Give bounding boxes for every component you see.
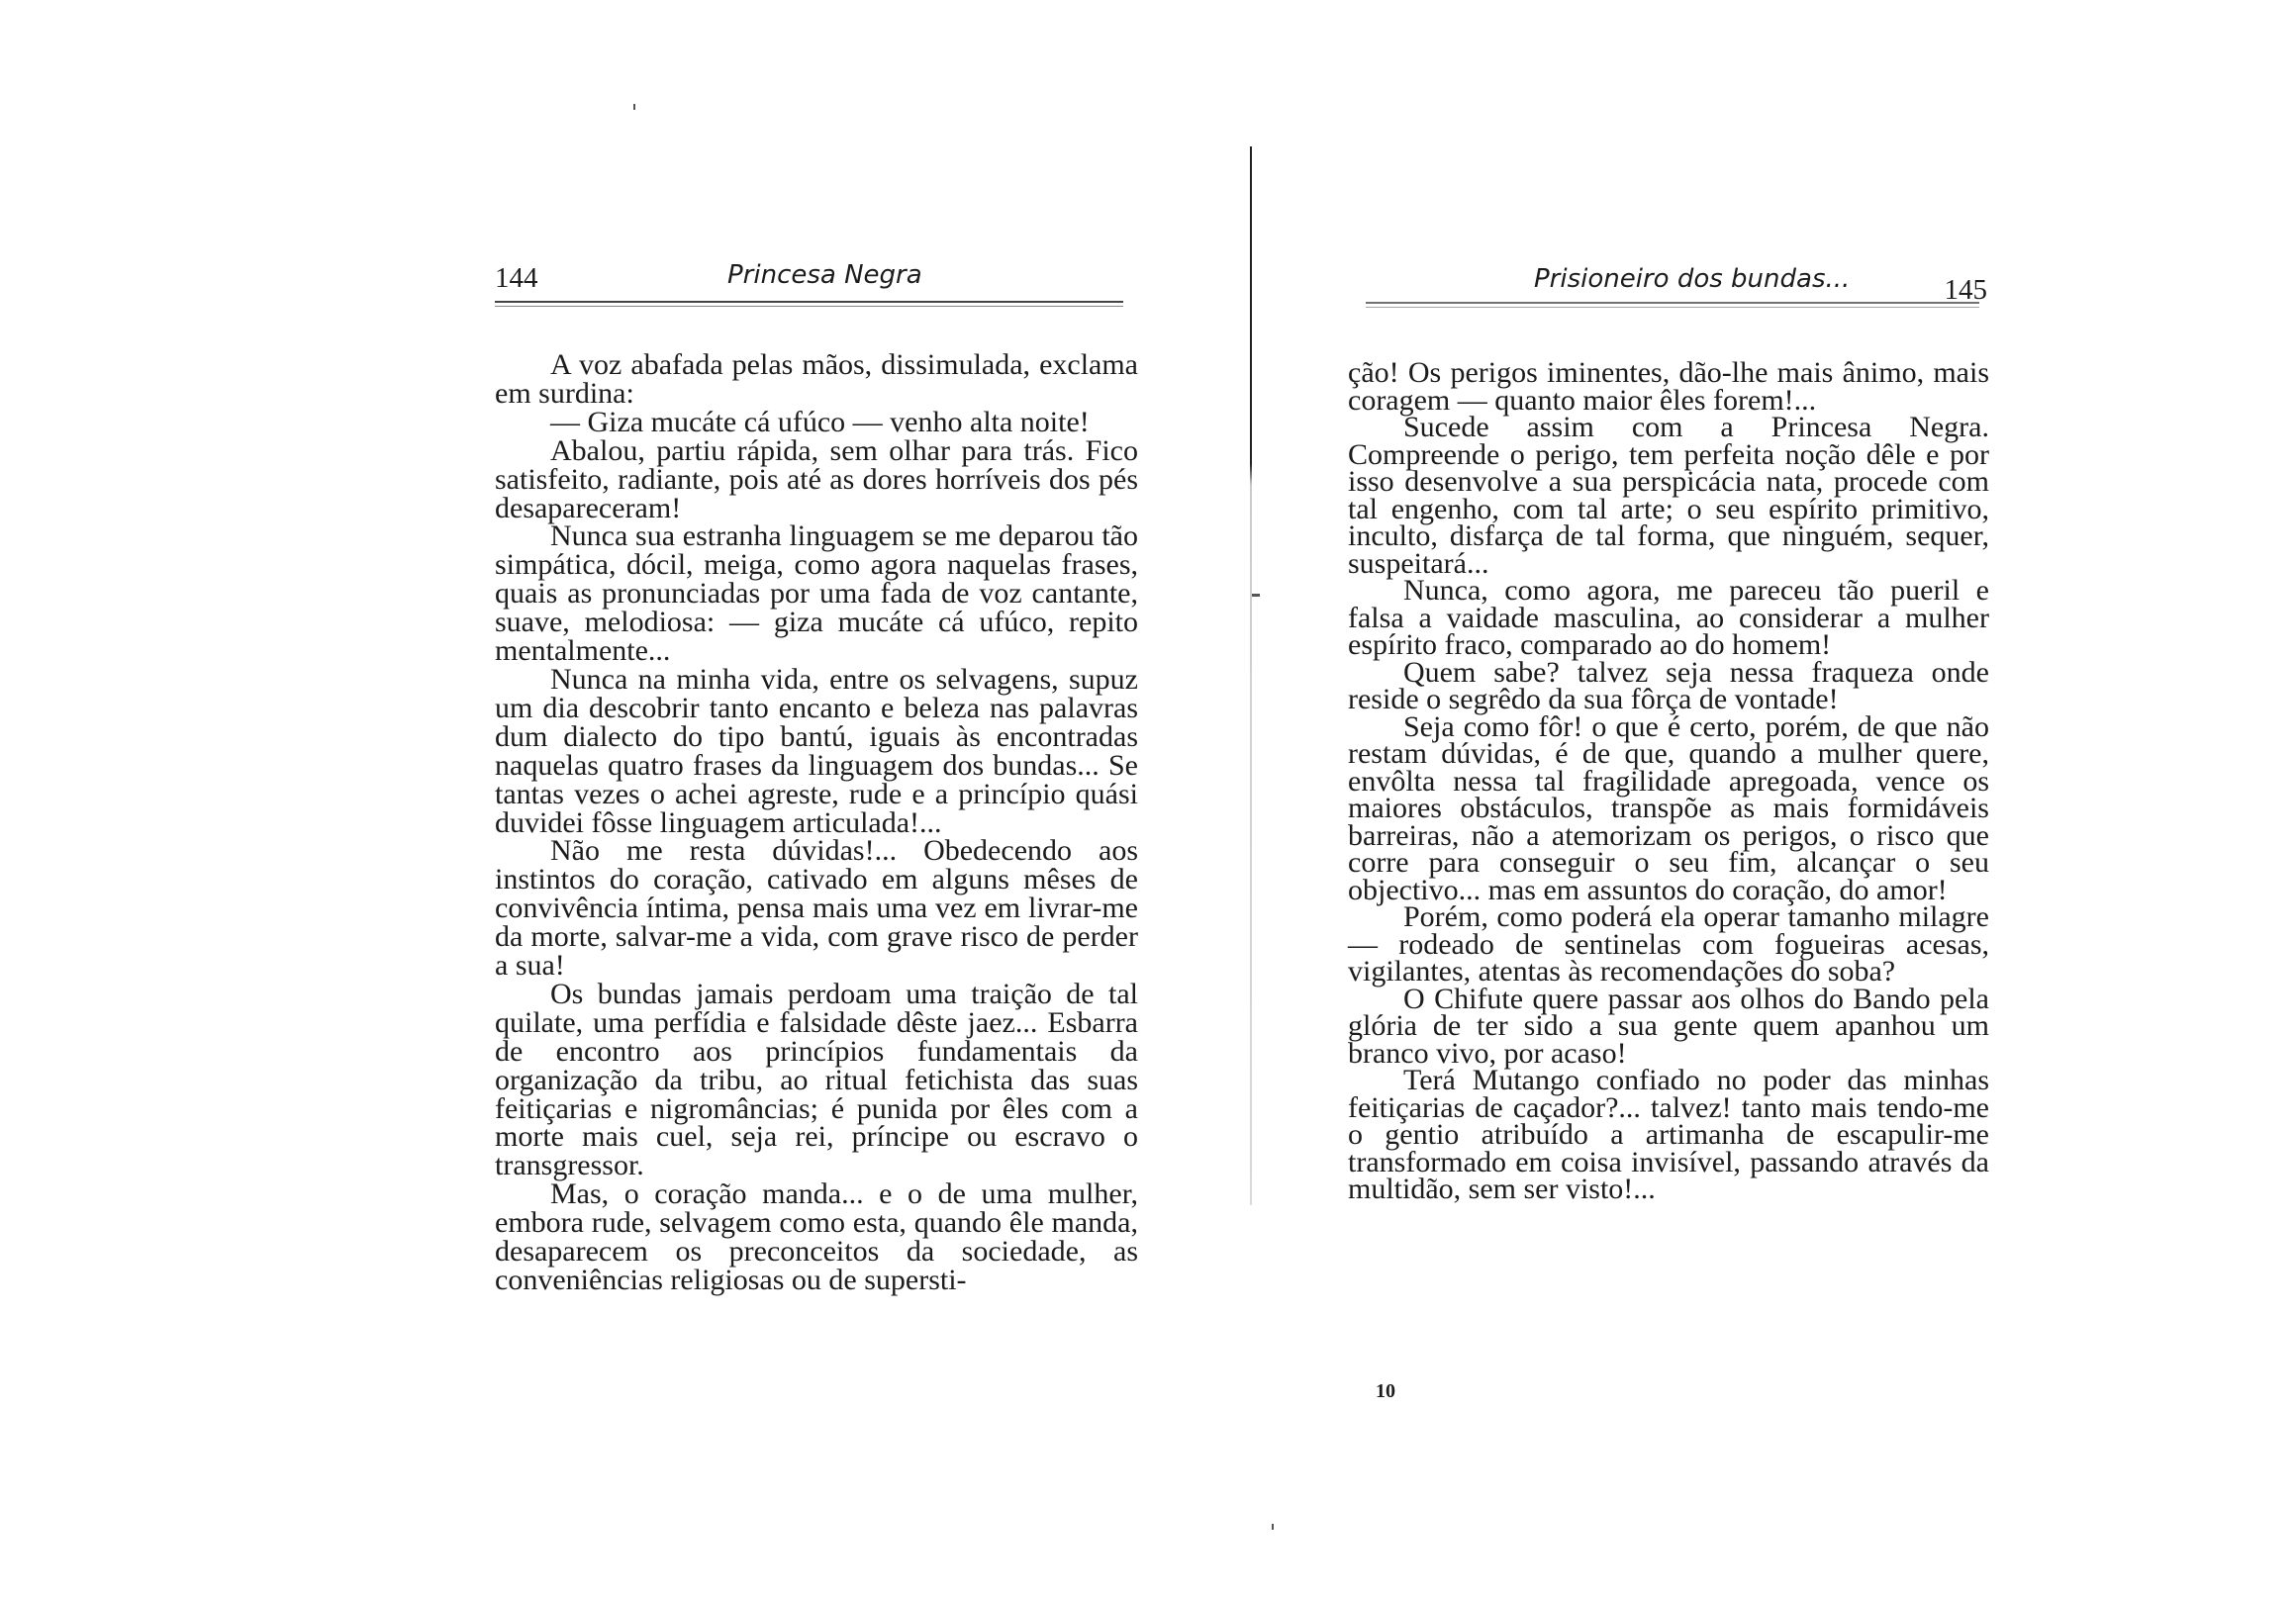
paragraph: Mas, o coração manda... e o de uma mulher, embora rude, selvagem como esta, quando êle manda, desaparecem os preconceitos da sociedade, as conveniências religiosas ou de supersti- xyxy=(495,1177,1138,1296)
running-head: Princesa Negra xyxy=(727,260,922,290)
left-page-header xyxy=(485,252,1158,312)
left-page-body xyxy=(495,348,1138,1296)
scan-speck xyxy=(1252,594,1260,597)
header-rule xyxy=(1366,302,1979,308)
paragraph: Os bundas jamais perdoam uma traição de tal quilate, uma perfídia e falsidade dêste jaez... Esbarra de encontro aos princípios fundamentais da organização da tribu, ao ritual fetichista das suas feitiçarias e nigromâncias; é punida por êles com a morte mais cuel, seja rei, príncipe ou escravo o transgressor. xyxy=(495,977,1138,1182)
book-gutter xyxy=(1250,146,1252,1205)
header-rule xyxy=(495,301,1123,307)
paragraph: ção! Os perigos iminentes, dão-lhe mais ânimo, mais coragem — quanto maior êles forem!... xyxy=(1348,356,1989,417)
right-page-header xyxy=(1346,252,1989,312)
paragraph: Terá Mutango confiado no poder das minhas feitiçarias de caçador?... talvez! tanto mais tendo-me o gentio atribuído a artimanha de escapulir-me transformado em coisa invisível, passando através da multidão, sem ser visto!... xyxy=(1348,1064,1989,1205)
paragraph: O Chifute quere passar aos olhos do Bando pela glória de ter sido a sua gente quem apanhou um branco vivo, por acaso! xyxy=(1348,982,1989,1070)
paragraph: — Giza mucáte cá ufúco — venho alta noite! xyxy=(550,405,1090,438)
paragraph: Não me resta dúvidas!... Obedecendo aos instintos do coração, cativado em alguns mêses de convivência íntima, pensa mais uma vez em livrar-me da morte, salvar-me a vida, com grave risco de perder a sua! xyxy=(495,834,1138,983)
running-head: Prisioneiro dos bundas... xyxy=(1534,264,1851,294)
right-page-body xyxy=(1348,356,1989,1205)
paragraph: Nunca, como agora, me pareceu tão pueril e falsa a vaidade masculina, ao considerar a mulher espírito fraco, comparado ao do homem! xyxy=(1348,574,1989,661)
page-number: 144 xyxy=(495,262,538,294)
paragraph: Porém, como poderá ela operar tamanho milagre — rodeado de sentinelas com fogueiras acesas, vigilantes, atentas às recomendações do soba? xyxy=(1348,900,1989,988)
left-page xyxy=(485,252,1158,1440)
paragraph: Nunca sua estranha linguagem se me deparou tão simpática, dócil, meiga, como agora naquelas frases, quais as pronunciadas por uma fada de voz cantante, suave, melodiosa: — giza mucáte cá ufúco, repito mentalmente... xyxy=(495,519,1138,668)
signature-mark: 10 xyxy=(1376,1380,1395,1402)
scan-speck xyxy=(1272,1524,1274,1530)
paragraph: Abalou, partiu rápida, sem olhar para trás. Fico satisfeito, radiante, pois até as dores horríveis dos pés desapareceram! xyxy=(495,433,1138,524)
paragraph: Nunca na minha vida, entre os selvagens, supuz um dia descobrir tanto encanto e beleza nas palavras dum dialecto do tipo bantú, iguais às encontradas naquelas quatro frases da linguagem dos bundas... Se tantas vezes o achei agreste, rude e a princípio quási duvidei fôsse linguagem articulada!... xyxy=(495,662,1138,839)
right-page xyxy=(1346,252,1989,1440)
paragraph: Sucede assim com a Princesa Negra. Compreende o perigo, tem perfeita noção dêle e por isso desenvolve a sua perspicácia nata, procede com tal engenho, com tal arte; o seu espírito primitivo, inculto, disfarça de tal forma, que ninguém, sequer, suspeitará... xyxy=(1348,411,1989,580)
paragraph: A voz abafada pelas mãos, dissimulada, exclama em surdina: xyxy=(495,348,1138,410)
paragraph: Quem sabe? talvez seja nessa fraqueza onde reside o segrêdo da sua fôrça de vontade! xyxy=(1348,655,1989,715)
page-number: 145 xyxy=(1944,274,1987,306)
paragraph: Seja como fôr! o que é certo, porém, de que não restam dúvidas, é de que, quando a mulher quere, envôlta nessa tal fragilidade apregoada, vence os maiores obstáculos, transpõe as mais formidáveis barreiras, não a atemorizam os perigos, o risco que corre para conseguir o seu fim, alcançar o seu objectivo... mas em assuntos do coração, do amor! xyxy=(1348,709,1989,906)
scan-speck xyxy=(633,104,635,110)
